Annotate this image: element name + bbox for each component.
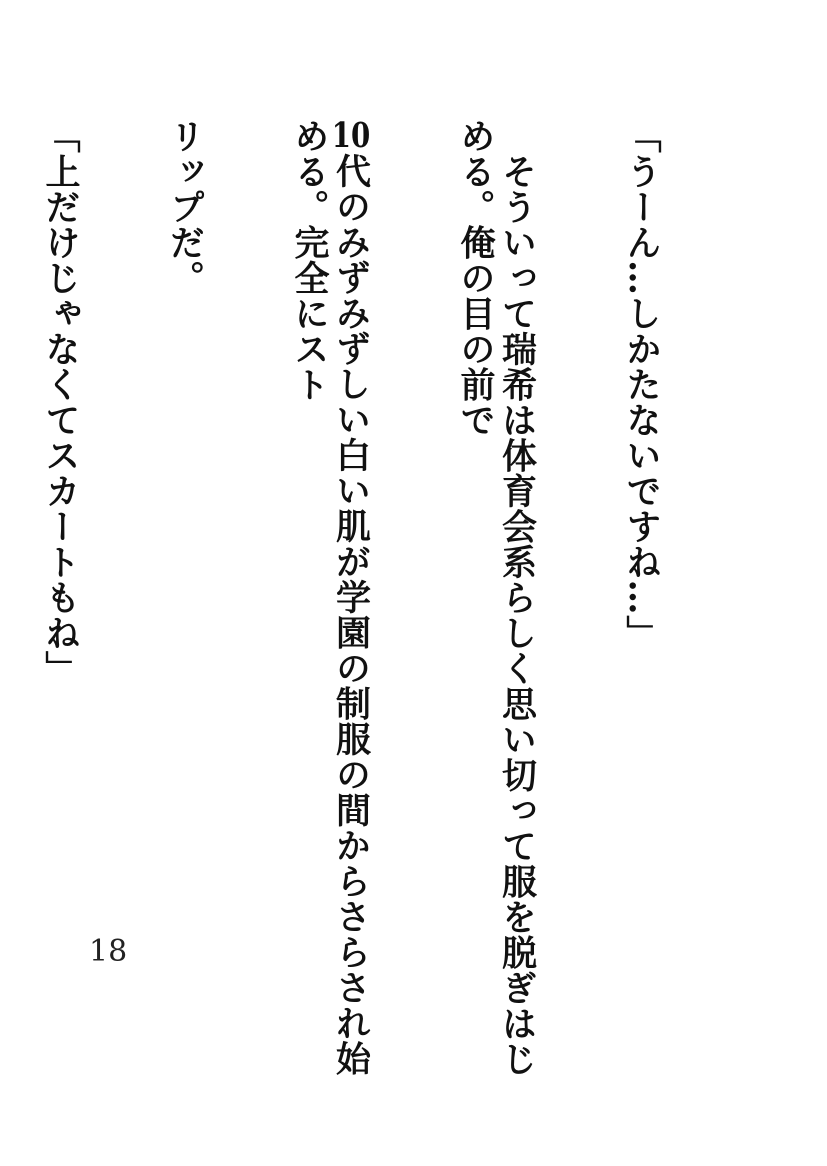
text-line-3 <box>289 118 372 1078</box>
text-line-4: リップだ。 <box>164 118 206 296</box>
page-number: 18 <box>89 934 128 969</box>
text-line-2: そういって瑞希は体育会系らしく思い切って服を脱ぎはじめる。俺の目の前で <box>455 118 538 1077</box>
text-line-5: 「上だけじゃなくてスカートもね」 <box>40 118 81 686</box>
tate-chu-yoko-number: 10 <box>331 118 371 153</box>
text-line-3-rest: 代のみずみずしい白い肌が学園の制服の間からさらされ始める。完全にスト <box>289 118 372 1076</box>
text-line-1: 「うーん…しかたないですね…」 <box>621 118 662 651</box>
